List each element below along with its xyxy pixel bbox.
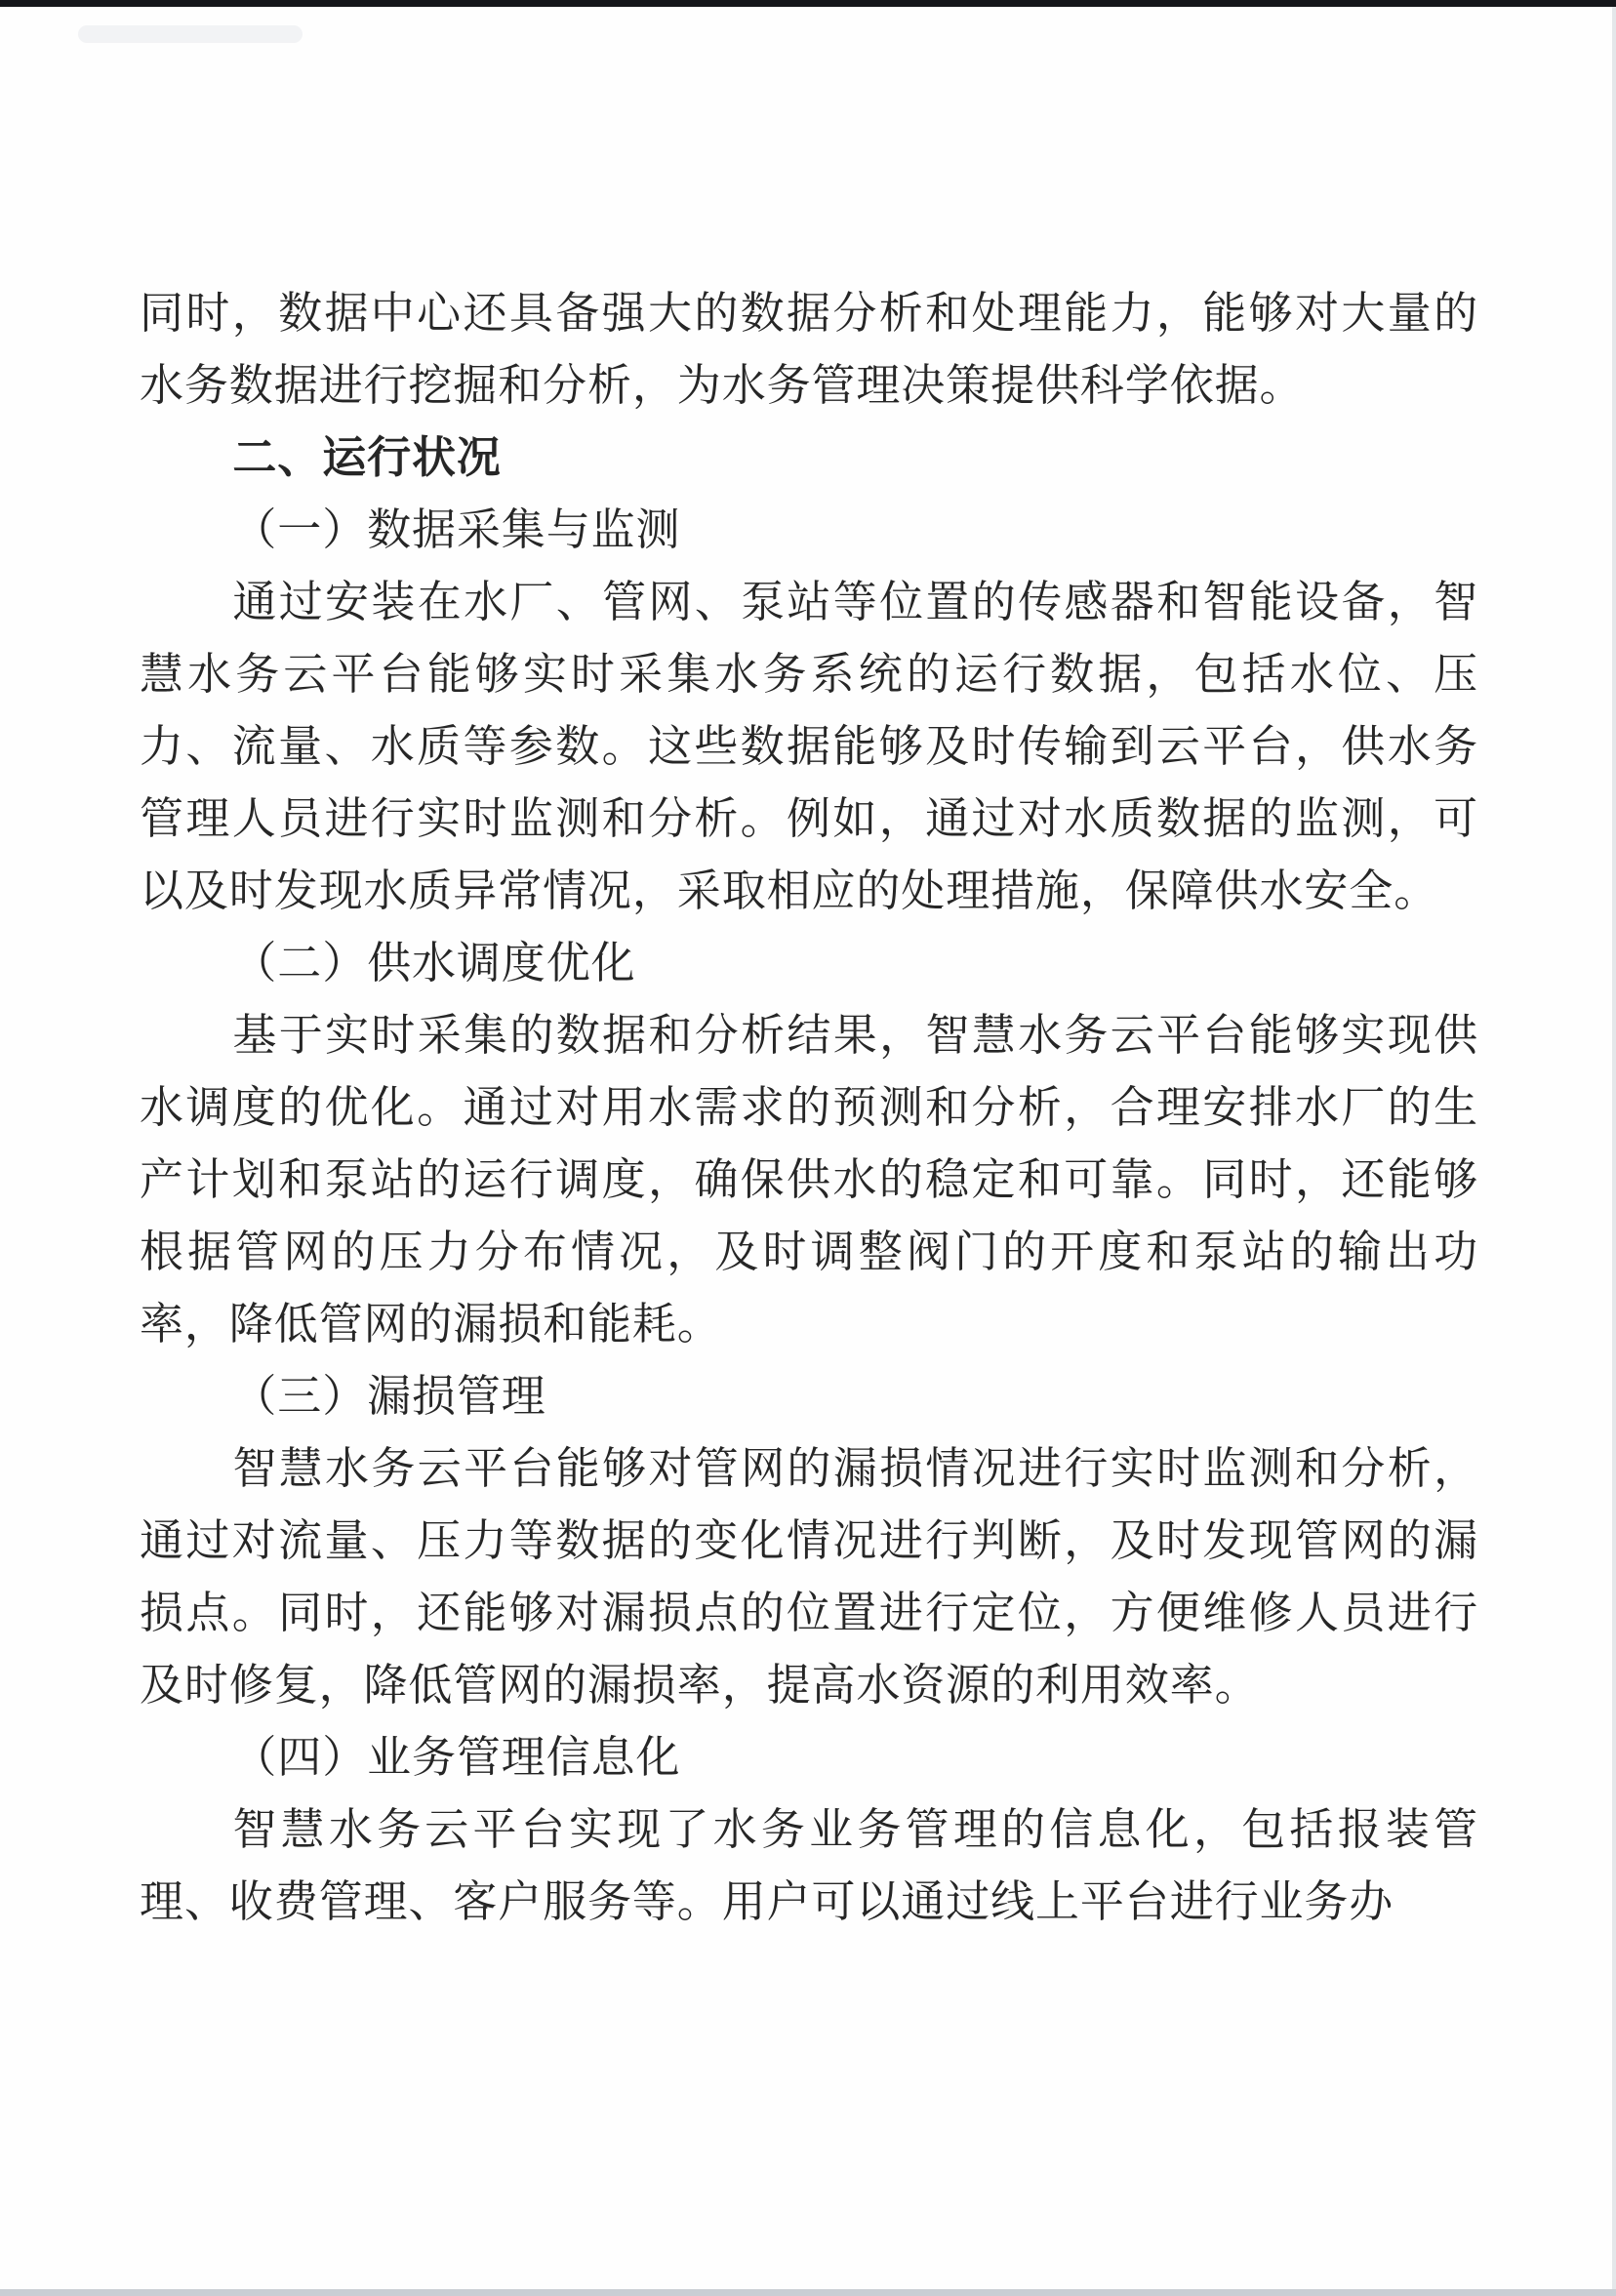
section-heading: （一）数据采集与监测: [232, 504, 681, 555]
document-body: [140, 277, 1478, 1938]
section-heading: （三）漏损管理: [232, 1370, 546, 1422]
scan-edge-right: [1612, 7, 1616, 2289]
section-heading: （四）业务管理信息化: [232, 1731, 681, 1783]
scan-edge-top: [0, 0, 1616, 7]
scan-edge-bottom: [0, 2289, 1616, 2296]
scan-artifact: [78, 25, 303, 43]
section-heading: （二）供水调度优化: [232, 937, 636, 988]
paragraph: 通过安装在水厂、管网、泵站等位置的传感器和智能设备，智慧水务云平台能够实时采集水务系统的运行数据，包括水位、压力、流量、水质等参数。这些数据能够及时传输到云平台，供水务管理人员进行实时监测和分析。例如，通过对水质数据的监测，可以及时发现水质异常情况，采取相应的处理措施，保障供水安全。: [140, 576, 1478, 916]
paragraph: 基于实时采集的数据和分析结果，智慧水务云平台能够实现供水调度的优化。通过对用水需求的预测和分析，合理安排水厂的生产计划和泵站的运行调度，确保供水的稳定和可靠。同时，还能够根据管网的压力分布情况，及时调整阀门的开度和泵站的输出功率，降低管网的漏损和能耗。: [140, 1009, 1478, 1349]
section-heading: 二、运行状况: [232, 431, 502, 483]
paragraph: 同时，数据中心还具备强大的数据分析和处理能力，能够对大量的水务数据进行挖掘和分析，为水务管理决策提供科学依据。: [140, 287, 1478, 411]
paragraph: 智慧水务云平台能够对管网的漏损情况进行实时监测和分析，通过对流量、压力等数据的变化情况进行判断，及时发现管网的漏损点。同时，还能够对漏损点的位置进行定位，方便维修人员进行及时修复，降低管网的漏损率，提高水资源的利用效率。: [140, 1442, 1478, 1711]
paragraph: 智慧水务云平台实现了水务业务管理的信息化，包括报装管理、收费管理、客户服务等。用户可以通过线上平台进行业务办: [140, 1803, 1478, 1927]
